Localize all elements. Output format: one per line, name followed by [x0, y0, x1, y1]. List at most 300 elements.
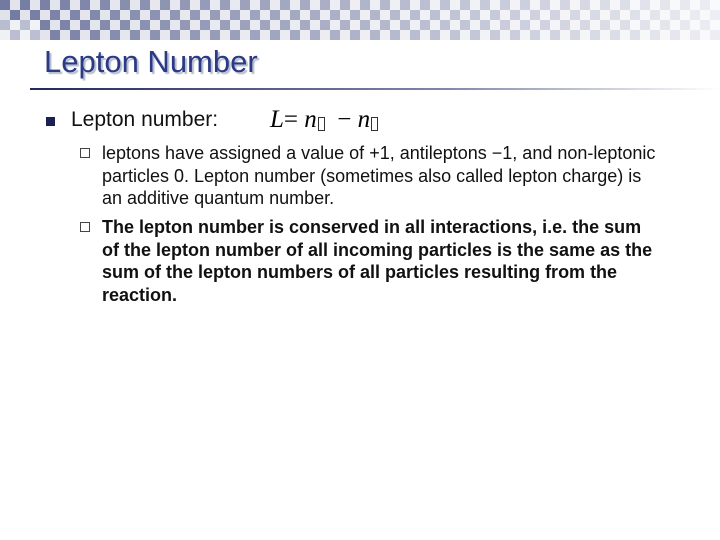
checker-cell	[100, 0, 110, 10]
checker-cell	[630, 30, 640, 40]
checker-cell	[120, 10, 130, 20]
checker-cell	[370, 20, 380, 30]
checker-cell	[420, 30, 430, 40]
checker-cell	[0, 30, 10, 40]
checker-cell	[420, 0, 430, 10]
checker-cell	[690, 10, 700, 20]
checker-cell	[220, 10, 230, 20]
checker-cell	[500, 20, 510, 30]
lepton-number-formula	[270, 106, 378, 134]
checker-cell	[640, 0, 650, 10]
checker-cell	[100, 30, 110, 40]
checker-cell	[90, 20, 100, 30]
checker-cell	[530, 10, 540, 20]
checker-cell	[90, 30, 100, 40]
checker-cell	[650, 10, 660, 20]
checker-cell	[190, 0, 200, 10]
checker-cell	[40, 30, 50, 40]
checker-cell	[570, 10, 580, 20]
checker-cell	[360, 30, 370, 40]
checker-cell	[660, 10, 670, 20]
checker-cell	[210, 10, 220, 20]
checker-cell	[70, 30, 80, 40]
checker-cell	[660, 0, 670, 10]
checker-cell	[130, 10, 140, 20]
checker-cell	[450, 0, 460, 10]
checker-cell	[10, 30, 20, 40]
checker-cell	[550, 0, 560, 10]
checker-cell	[600, 0, 610, 10]
checker-cell	[500, 30, 510, 40]
checker-cell	[330, 10, 340, 20]
checker-cell	[610, 0, 620, 10]
checker-cell	[260, 10, 270, 20]
checker-cell	[150, 0, 160, 10]
checker-cell	[410, 20, 420, 30]
checker-cell	[420, 10, 430, 20]
checker-cell	[180, 20, 190, 30]
checker-cell	[120, 30, 130, 40]
checker-cell	[540, 0, 550, 10]
checker-cell	[160, 30, 170, 40]
checker-cell	[0, 10, 10, 20]
formula-equals: =	[283, 106, 299, 133]
checker-cell	[280, 0, 290, 10]
checker-cell	[300, 20, 310, 30]
title-underline	[30, 88, 720, 90]
checker-cell	[320, 30, 330, 40]
checker-cell	[250, 0, 260, 10]
checker-cell	[20, 20, 30, 30]
checker-cell	[280, 20, 290, 30]
checker-cell	[510, 30, 520, 40]
checker-cell	[200, 30, 210, 40]
checker-cell	[290, 30, 300, 40]
checker-cell	[130, 30, 140, 40]
checker-cell	[420, 20, 430, 30]
checker-cell	[290, 20, 300, 30]
checker-cell	[200, 20, 210, 30]
checker-cell	[330, 20, 340, 30]
checker-cell	[620, 10, 630, 20]
checker-cell	[20, 0, 30, 10]
checker-cell	[80, 20, 90, 30]
checker-cell	[630, 0, 640, 10]
checker-cell	[170, 10, 180, 20]
checker-cell	[0, 0, 10, 10]
checker-cell	[460, 0, 470, 10]
checker-cell	[580, 10, 590, 20]
checker-cell	[590, 30, 600, 40]
checker-cell	[570, 20, 580, 30]
checker-cell	[230, 30, 240, 40]
checker-cell	[340, 30, 350, 40]
checker-cell	[450, 10, 460, 20]
checker-cell	[370, 30, 380, 40]
subscript-placeholder-icon	[371, 117, 378, 131]
checker-cell	[170, 30, 180, 40]
checker-cell	[70, 20, 80, 30]
checker-cell	[700, 10, 710, 20]
lepton-number-label: Lepton number:	[71, 108, 219, 131]
checker-cell	[380, 0, 390, 10]
checker-cell	[710, 30, 720, 40]
checker-cell	[230, 10, 240, 20]
checker-cell	[500, 0, 510, 10]
checker-cell	[20, 10, 30, 20]
checker-cell	[470, 20, 480, 30]
checker-cell	[50, 0, 60, 10]
checker-cell	[240, 30, 250, 40]
checker-cell	[640, 30, 650, 40]
checker-cell	[30, 0, 40, 10]
square-bullet-icon	[46, 117, 55, 126]
checker-cell	[260, 30, 270, 40]
checker-cell	[80, 10, 90, 20]
checker-cell	[60, 20, 70, 30]
checker-cell	[510, 10, 520, 20]
checker-cell	[130, 20, 140, 30]
checker-cell	[140, 20, 150, 30]
checker-cell	[210, 0, 220, 10]
checker-cell	[470, 30, 480, 40]
checker-cell	[110, 10, 120, 20]
checker-cell	[460, 20, 470, 30]
checker-cell	[580, 0, 590, 10]
checker-cell	[660, 20, 670, 30]
checker-cell	[690, 30, 700, 40]
checker-cell	[220, 0, 230, 10]
checker-cell	[380, 10, 390, 20]
checker-cell	[600, 20, 610, 30]
checker-cell	[320, 10, 330, 20]
checker-cell	[540, 20, 550, 30]
checker-cell	[300, 10, 310, 20]
checker-cell	[60, 0, 70, 10]
checker-cell	[600, 30, 610, 40]
checker-cell	[550, 10, 560, 20]
checker-cell	[560, 30, 570, 40]
checker-cell	[400, 30, 410, 40]
checker-cell	[310, 30, 320, 40]
checker-cell	[390, 30, 400, 40]
checker-cell	[110, 20, 120, 30]
checker-cell	[680, 30, 690, 40]
checker-cell	[280, 10, 290, 20]
checker-cell	[350, 10, 360, 20]
checker-cell	[490, 20, 500, 30]
checker-cell	[530, 0, 540, 10]
checker-cell	[370, 10, 380, 20]
checker-cell	[320, 0, 330, 10]
checker-cell	[390, 20, 400, 30]
checker-cell	[470, 10, 480, 20]
checker-cell	[220, 30, 230, 40]
checker-cell	[40, 10, 50, 20]
checker-cell	[50, 30, 60, 40]
checker-cell	[200, 0, 210, 10]
checker-cell	[560, 0, 570, 10]
checker-cell	[580, 30, 590, 40]
formula-minus: −	[337, 106, 352, 133]
checker-cell	[380, 30, 390, 40]
checker-cell	[490, 10, 500, 20]
formula-term2: n	[357, 106, 371, 133]
checker-cell	[150, 30, 160, 40]
checker-cell	[0, 20, 10, 30]
checker-cell	[300, 0, 310, 10]
checker-cell	[360, 10, 370, 20]
checker-cell	[430, 10, 440, 20]
checker-cell	[440, 0, 450, 10]
checker-cell	[100, 20, 110, 30]
checker-cell	[400, 20, 410, 30]
checker-cell	[600, 10, 610, 20]
checker-cell	[470, 0, 480, 10]
checker-cell	[440, 20, 450, 30]
checker-cell	[550, 20, 560, 30]
checker-cell	[700, 30, 710, 40]
checker-cell	[680, 20, 690, 30]
page-title: Lepton Number	[44, 44, 258, 79]
checker-cell	[200, 10, 210, 20]
checker-cell	[590, 0, 600, 10]
checker-cell	[330, 30, 340, 40]
checker-cell	[680, 0, 690, 10]
checker-cell	[310, 0, 320, 10]
checker-cell	[90, 0, 100, 10]
checker-cell	[520, 20, 530, 30]
checker-cell	[190, 30, 200, 40]
checker-cell	[400, 0, 410, 10]
checker-cell	[60, 30, 70, 40]
checker-cell	[120, 20, 130, 30]
checker-cell	[700, 20, 710, 30]
checker-cell	[650, 30, 660, 40]
checker-cell	[50, 20, 60, 30]
checker-cell	[690, 20, 700, 30]
checker-cell	[660, 30, 670, 40]
checker-cell	[240, 20, 250, 30]
checker-cell	[100, 10, 110, 20]
checkerboard-banner	[0, 0, 720, 40]
checker-cell	[80, 30, 90, 40]
checker-cell	[210, 20, 220, 30]
checker-cell	[300, 30, 310, 40]
checker-cell	[290, 0, 300, 10]
checker-cell	[510, 20, 520, 30]
checker-cell	[350, 30, 360, 40]
checker-cell	[490, 0, 500, 10]
checker-cell	[650, 20, 660, 30]
checker-cell	[370, 0, 380, 10]
checker-cell	[480, 30, 490, 40]
checker-cell	[550, 30, 560, 40]
checker-cell	[690, 0, 700, 10]
bullet-leptons-values: leptons have assigned a value of +1, antileptons −1, and non-leptonic particles 0. Lepton number (sometimes also called lepton charge) is an additive quantum number.	[102, 143, 656, 208]
checker-cell	[440, 30, 450, 40]
checker-cell	[60, 10, 70, 20]
checker-cell	[270, 10, 280, 20]
checker-cell	[40, 20, 50, 30]
checker-cell	[10, 10, 20, 20]
checker-cell	[80, 0, 90, 10]
checker-cell	[140, 30, 150, 40]
checker-cell	[270, 30, 280, 40]
checker-cell	[40, 0, 50, 10]
checker-cell	[410, 10, 420, 20]
checker-cell	[510, 0, 520, 10]
checker-cell	[710, 20, 720, 30]
checker-cell	[350, 20, 360, 30]
checker-cell	[570, 30, 580, 40]
checker-cell	[620, 30, 630, 40]
checker-cell	[520, 30, 530, 40]
checker-cell	[630, 20, 640, 30]
checker-cell	[290, 10, 300, 20]
checker-cell	[450, 20, 460, 30]
checker-cell	[150, 10, 160, 20]
checker-cell	[580, 20, 590, 30]
checker-cell	[50, 10, 60, 20]
hollow-square-bullet-icon	[80, 222, 90, 232]
checker-cell	[230, 0, 240, 10]
checker-cell	[410, 0, 420, 10]
checker-cell	[310, 20, 320, 30]
checker-cell	[590, 20, 600, 30]
checker-cell	[180, 10, 190, 20]
hollow-square-bullet-icon	[80, 148, 90, 158]
checker-cell	[10, 0, 20, 10]
checker-cell	[450, 30, 460, 40]
checker-cell	[320, 20, 330, 30]
checker-cell	[160, 10, 170, 20]
checker-cell	[430, 0, 440, 10]
checker-cell	[480, 0, 490, 10]
checker-cell	[620, 0, 630, 10]
checker-cell	[30, 30, 40, 40]
checker-cell	[610, 20, 620, 30]
checker-cell	[150, 20, 160, 30]
checker-cell	[240, 10, 250, 20]
checker-cell	[160, 0, 170, 10]
checker-cell	[340, 10, 350, 20]
checker-cell	[610, 30, 620, 40]
checker-cell	[130, 0, 140, 10]
checker-cell	[340, 0, 350, 10]
checker-cell	[430, 30, 440, 40]
checker-cell	[220, 20, 230, 30]
checker-cell	[270, 20, 280, 30]
checker-cell	[260, 0, 270, 10]
checker-cell	[400, 10, 410, 20]
checker-cell	[10, 20, 20, 30]
checker-cell	[190, 20, 200, 30]
checker-cell	[630, 10, 640, 20]
checker-cell	[530, 30, 540, 40]
checker-cell	[240, 0, 250, 10]
checker-cell	[30, 10, 40, 20]
checker-cell	[520, 10, 530, 20]
checker-cell	[310, 10, 320, 20]
checker-cell	[500, 10, 510, 20]
checker-cell	[540, 30, 550, 40]
checker-cell	[210, 30, 220, 40]
checker-cell	[480, 10, 490, 20]
checker-cell	[620, 20, 630, 30]
checker-cell	[670, 20, 680, 30]
checker-cell	[710, 10, 720, 20]
checker-cell	[250, 10, 260, 20]
checker-cell	[170, 20, 180, 30]
checker-cell	[590, 10, 600, 20]
checker-cell	[490, 30, 500, 40]
checker-cell	[520, 0, 530, 10]
checker-cell	[640, 10, 650, 20]
checker-cell	[640, 20, 650, 30]
checker-cell	[710, 0, 720, 10]
checker-cell	[340, 20, 350, 30]
checker-cell	[170, 0, 180, 10]
checker-cell	[380, 20, 390, 30]
checker-cell	[440, 10, 450, 20]
checker-cell	[570, 0, 580, 10]
checker-cell	[650, 0, 660, 10]
checker-cell	[180, 30, 190, 40]
checker-cell	[140, 10, 150, 20]
checker-cell	[360, 20, 370, 30]
checker-cell	[430, 20, 440, 30]
checker-cell	[670, 0, 680, 10]
checker-cell	[70, 0, 80, 10]
checker-cell	[530, 20, 540, 30]
formula-term1: n	[304, 106, 317, 133]
checker-cell	[670, 10, 680, 20]
checker-cell	[250, 30, 260, 40]
checker-cell	[20, 30, 30, 40]
checker-cell	[190, 10, 200, 20]
checker-cell	[480, 20, 490, 30]
checker-cell	[230, 20, 240, 30]
checker-cell	[110, 0, 120, 10]
checker-cell	[250, 20, 260, 30]
checker-cell	[140, 0, 150, 10]
checker-cell	[700, 0, 710, 10]
formula-lhs: L	[270, 106, 284, 133]
checker-cell	[280, 30, 290, 40]
checker-cell	[670, 30, 680, 40]
checker-cell	[90, 10, 100, 20]
checker-cell	[460, 10, 470, 20]
checker-cell	[410, 30, 420, 40]
bullet-conservation: The lepton number is conserved in all interactions, i.e. the sum of the lepton number of all incoming particles is the same as the sum of the lepton numbers of all particles resulting from the reaction.	[102, 217, 653, 305]
checker-cell	[120, 0, 130, 10]
checker-cell	[350, 0, 360, 10]
checker-cell	[110, 30, 120, 40]
checker-cell	[270, 0, 280, 10]
checker-cell	[540, 10, 550, 20]
checker-cell	[610, 10, 620, 20]
checker-cell	[460, 30, 470, 40]
checker-cell	[30, 20, 40, 30]
checker-cell	[70, 10, 80, 20]
checker-cell	[160, 20, 170, 30]
checker-cell	[680, 10, 690, 20]
subscript-placeholder-icon	[318, 117, 325, 131]
checker-cell	[390, 10, 400, 20]
checker-cell	[180, 0, 190, 10]
checker-cell	[360, 0, 370, 10]
